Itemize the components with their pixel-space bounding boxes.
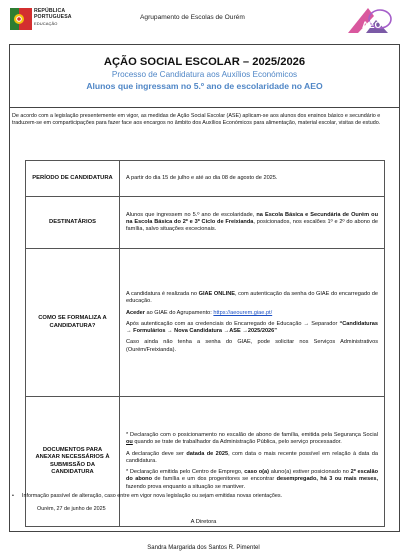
docs-p3-g: fazendo prova enquanto a situação se mantiver. <box>126 483 246 490</box>
docs-paragraph-2 <box>126 451 378 465</box>
aeo-logo-text: AEO <box>362 20 382 30</box>
table-row-periodo <box>26 161 385 197</box>
republica-portuguesa-logo <box>10 8 32 30</box>
table-row-destinatarios <box>26 197 385 249</box>
docs-p1-a: * Declaração com o posicionamento no escalão de abono de família, emitida pela Segurança Social <box>126 432 378 439</box>
destinatarios-text-b: na Escola Básica e Secundária de Ourém ou na Escola Básica do 2º e 3º Ciclo de Freixianda <box>126 211 378 225</box>
group-name: Agrupamento de Escolas de Ourém <box>140 14 245 21</box>
docs-p3-b: caso o(a) <box>244 469 269 476</box>
como-value <box>120 249 385 397</box>
aeo-logo <box>344 4 394 37</box>
destinatarios-text-a: Alunos que ingressem no 5.º ano de escolaridade, <box>126 211 257 218</box>
documentos-value <box>120 397 385 527</box>
intro-paragraph: De acordo com a legislação presentemente em vigor, as medidas de Ação Social Escolar (ASE) aplicam-se aos alunos dos ensinos básico e secundário e traduzem-se em comparticipações para fazer face aos encargos no âmbito dos Auxílios Económicos para alimentação, material escolar, visitas de estudo. <box>12 113 381 127</box>
docs-p3-c: aluno(a) estiver posicionado no <box>269 469 351 476</box>
docs-p2-c: , com data o mais recente possível em relação à data da candidatura. <box>126 450 378 464</box>
bullet-icon: • <box>12 493 14 499</box>
page-header <box>0 0 407 40</box>
title-box <box>10 45 399 108</box>
periodo-value <box>120 161 385 197</box>
periodo-text: A partir do dia 15 de julho e até ao dia 08 de agosto de 2025. <box>126 174 278 181</box>
signature-name: Sandra Margarida dos Santos R. Pimentel <box>147 545 260 551</box>
como-label: COMO SE FORMALIZA A CANDIDATURA? <box>26 249 120 397</box>
page-title: AÇÃO SOCIAL ESCOLAR – 2025/2026 <box>103 56 306 68</box>
como-paragraph-3 <box>126 321 378 335</box>
como-paragraph-1 <box>126 291 378 305</box>
table-row-como <box>26 249 385 397</box>
periodo-label: PERÍODO DE CANDIDATURA <box>26 161 120 197</box>
destinatarios-value <box>120 197 385 249</box>
docs-p3-a: * Declaração emitida pelo Centro de Emprego, <box>126 469 245 476</box>
docs-paragraph-1 <box>126 432 378 446</box>
docs-p3-e: de família e um dos progenitores se encontrar <box>152 476 277 483</box>
como-p4: Caso ainda não tenha a senha do GIAE, pode solicitar nos Serviços Administrativos (Ourém/Freixianda). <box>126 339 378 353</box>
como-p1-b: GIAE ONLINE <box>198 291 235 298</box>
info-table <box>25 160 385 527</box>
documentos-label: DOCUMENTOS PARA ANEXAR NECESSÁRIOS À SUBMISSÃO DA CANDIDATURA <box>26 397 120 527</box>
como-p1-a: A candidatura é realizada no <box>126 291 199 298</box>
republica-line2: PORTUGUESA <box>34 14 72 20</box>
signature-role: A Diretora <box>190 519 217 525</box>
como-p3-b: “Candidaturas → Formulários → Nova Candidatura →ASE →2025/2026” <box>126 320 378 335</box>
docs-p2-b: datada de 2025 <box>186 450 229 457</box>
destinatarios-text-c: , posicionados, nos escalões 1º e 2º do abono de família, salvo situações excecionais. <box>126 218 379 233</box>
como-p3-a: Após autenticação com as credenciais do Encarregado de Educação → Separador <box>126 320 340 327</box>
como-p2-a: Aceder <box>126 309 145 316</box>
page-subtitle: Processo de Candidatura aos Auxílios Económicos <box>111 70 298 79</box>
docs-p2-a: A declaração deve ser <box>126 450 187 457</box>
como-p2-b: ao GIAE do Agrupamento: <box>144 309 214 316</box>
republica-portuguesa-text <box>34 8 72 27</box>
docs-paragraph-3 <box>126 469 378 491</box>
como-p1-c: , com autenticação da senha do GIAE do encarregado de educação. <box>126 291 378 305</box>
footnote-text: Informação passível de alteração, caso entre em vigor nova legislação ou sejam emitidas novas orientações. <box>22 493 283 499</box>
document-frame <box>9 44 400 532</box>
docs-p3-f: desempregado, há 3 ou mais meses, <box>276 476 378 483</box>
docs-p3-d: 2º escalão do abono <box>126 469 378 483</box>
footnote <box>12 493 397 500</box>
destinatarios-label: DESTINATÁRIOS <box>26 197 120 249</box>
como-paragraph-2 <box>126 310 378 317</box>
document-date: Ourém, 27 de junho de 2025 <box>37 506 106 512</box>
republica-line1: REPÚBLICA <box>34 8 66 14</box>
docs-p1-ou: ou <box>126 439 133 446</box>
giae-link[interactable]: https://aeourem.giae.pt/ <box>213 309 273 316</box>
como-paragraph-4 <box>126 339 378 353</box>
republica-sub: EDUCAÇÃO <box>34 21 58 26</box>
page-subtitle-2: Alunos que ingressam no 5.º ano de escolaridade no AEO <box>86 81 323 91</box>
docs-p1-b: quando se trate de trabalhador da Administração Pública, pelo serviço processador. <box>132 439 342 446</box>
